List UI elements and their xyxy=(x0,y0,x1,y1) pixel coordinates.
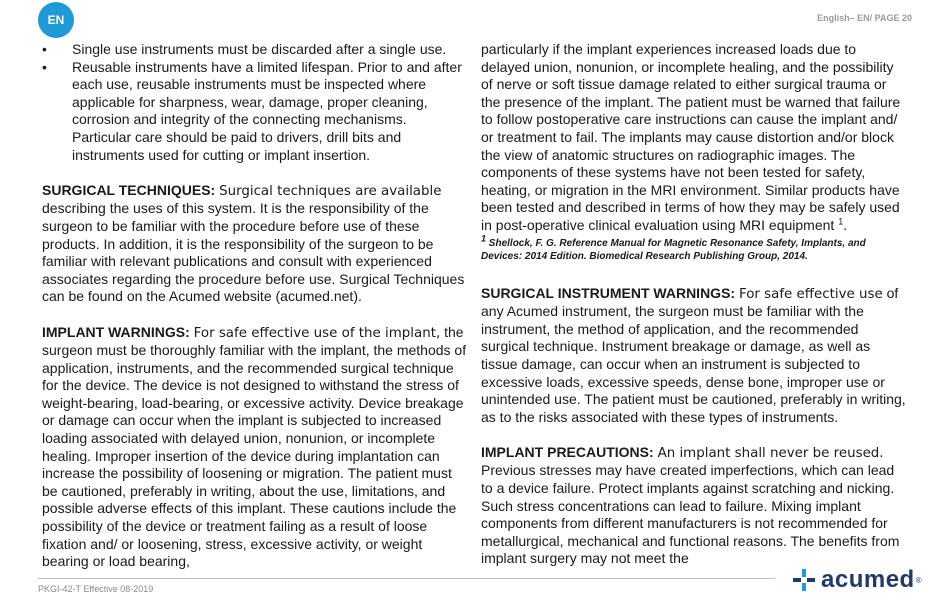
logo-wordmark: acumed xyxy=(821,566,915,593)
instrument-bullet-list xyxy=(42,41,467,164)
implant-precautions-heading: IMPLANT PRECAUTIONS: xyxy=(481,443,654,460)
instrument-warnings-paragraph xyxy=(481,285,909,427)
bullet-text: Reusable instruments have a limited lifespan. Prior to and after each use, reusable instruments must be inspected where applicable for sharpness, wear, damage, proper cleaning, corrosion and integrity of the connecting mechanisms. Particular care should be paid to drivers, drill bits and instruments used for cutting or implant insertion. xyxy=(72,58,462,163)
surgical-techniques-paragraph xyxy=(42,182,467,306)
list-item xyxy=(42,59,467,165)
bullet-icon: • xyxy=(42,58,47,75)
footnote xyxy=(481,233,909,263)
implant-precautions-paragraph xyxy=(481,444,909,568)
right-column xyxy=(481,41,909,568)
footnote-mark: 1 xyxy=(481,233,487,244)
bullet-icon: • xyxy=(42,41,47,57)
reference-mark: 1 xyxy=(838,216,844,227)
implant-warnings-lead: For safe effective use of the implant, xyxy=(193,325,441,341)
surgical-techniques-lead: Surgical techniques are available xyxy=(219,183,442,199)
plus-cross-icon xyxy=(793,569,815,591)
instrument-warnings-body: of any Acumed instrument, the surgeon must be familiar with the instrument, the method of application, and the recommended surgical technique. Instrument breakage or damage, as well as tissue damage, can occur when an instrument is subjected to excessive loads, excessive speeds, dense bone, improper use or unintended use. The patient must be cautioned, preferably in writing, as to the risks associated with these types of instruments. xyxy=(481,284,906,425)
page-label: English– EN/ PAGE 20 xyxy=(817,13,912,23)
footnote-text: Shellock, F. G. Reference Manual for Magnetic Resonance Safety, Implants, and Devices: 2014 Edition. Biomedical Research Publishing Group, 2014. xyxy=(481,237,866,262)
implant-warnings-heading: IMPLANT WARNINGS: xyxy=(42,323,190,340)
instrument-warnings-lead: For safe effective use xyxy=(738,286,883,302)
language-badge xyxy=(38,2,74,38)
acumed-logo xyxy=(793,568,922,592)
footer-divider xyxy=(38,578,775,579)
continuation-text: particularly if the implant experiences increased loads due to delayed union, nonunion, or incomplete healing, and the possibility of nerve or soft tissue damage related to either surgical trauma or the presence of the implant. The patient must be warned that failure to follow postoperative care instructions can cause the implant and/ or treatment to fail. The implants may cause distortion and/or block the view of anatomic structures on radiographic images. The components of these systems have not been tested for safety, heating, or migration in the MRI environment. Similar products have been tested and described in terms of how they may be safely used in post-operative clinical evaluation using MRI equipment xyxy=(481,41,901,233)
registered-mark: ® xyxy=(915,575,922,585)
left-column xyxy=(42,41,467,571)
implant-precautions-body: Previous stresses may have created imperfections, which can lead to a device failure. Protect implants against scratching and nicking. Such stress concentrations can lead to failure. Mixing implant components from different manufacturers is not recommended for metallurgical, mechanical and functional reasons. The benefits from implant surgery may not meet the xyxy=(481,462,900,567)
language-badge-label: EN xyxy=(47,13,65,27)
document-code: PKGI-42-T Effective 08-2019 xyxy=(38,584,154,594)
surgical-techniques-body: describing the uses of this system. It is the responsibility of the surgeon to be familiar with the procedure before use of these products. In addition, it is the responsibility of the surgeon to be familiar with relevant publications and consult with experienced associates regarding the procedure before use. Surgical Techniques can be found on the Acumed website (acumed.net). xyxy=(42,200,465,305)
implant-warnings-body: the surgeon must be thoroughly familiar with the implant, the methods of application, instruments, and the recommended surgical technique for the device. The device is not designed to withstand the stress of weight-bearing, load-bearing, or excessive activity. Device breakage or damage can occur when the implant is subjected to increased loading associated with delayed union, nonunion, or incomplete healing. Improper insertion of the device during implantation can increase the possibility of loosening or migration. The patient must be cautioned, preferably in writing, about the use, limitations, and possible adverse effects of this implant. These cautions include the possibility of the device or treatment failing as a result of loose fixation and/ or loosening, stress, excessive activity, or weight bearing or load bearing, xyxy=(42,323,467,570)
bullet-text: Single use instruments must be discarded after a single use. xyxy=(72,41,447,57)
list-item xyxy=(42,41,467,59)
implant-warnings-continued xyxy=(481,41,909,235)
implant-precautions-lead: An implant shall never be reused. xyxy=(657,445,884,461)
implant-warnings-paragraph xyxy=(42,324,467,571)
instrument-warnings-heading: SURGICAL INSTRUMENT WARNINGS: xyxy=(481,284,736,301)
reference-end: . xyxy=(843,216,848,233)
surgical-techniques-heading: SURGICAL TECHNIQUES: xyxy=(42,181,216,198)
